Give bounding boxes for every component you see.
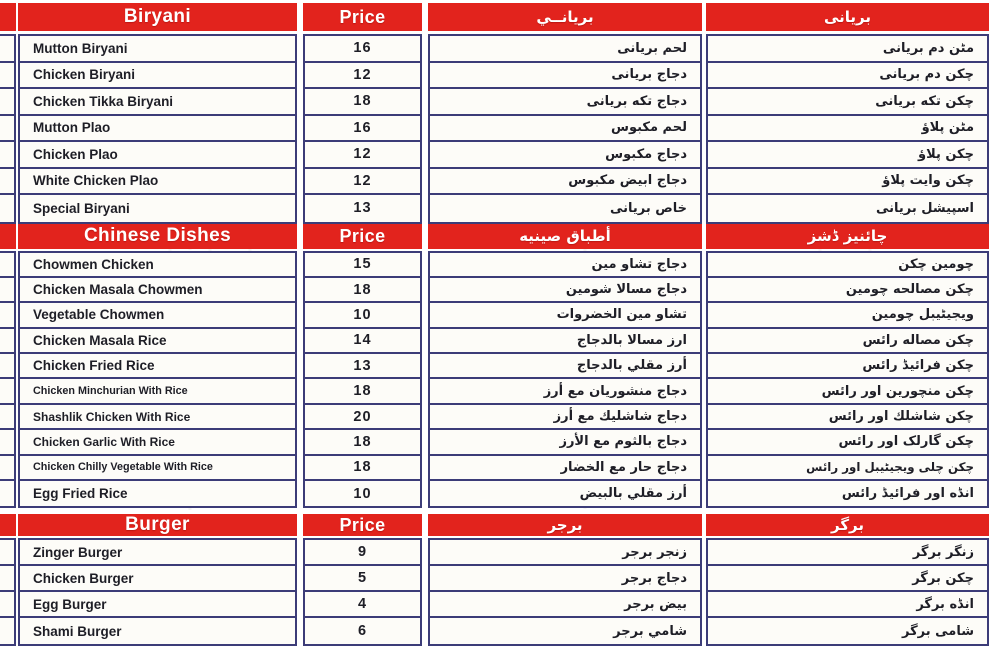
menu-cell-ur: چکن وایت پلاؤ	[708, 169, 987, 196]
menu-cell-ar: بيض برجر	[430, 592, 700, 618]
menu-cell-en: Chicken Tikka Biryani	[20, 89, 295, 116]
menu-cell-ar: أرز مقلي بالدجاج	[430, 354, 700, 379]
menu-cell-ar: أرز مقلي بالبيض	[430, 481, 700, 506]
cropped-row	[0, 618, 14, 644]
section-body	[303, 34, 422, 224]
menu-cell-en: Chicken Minchurian With Rice	[20, 379, 295, 404]
section-header-en-1: Chinese Dishes	[18, 224, 297, 249]
section-header-ar-2: برجر	[428, 514, 702, 536]
cropped-row	[0, 405, 14, 430]
menu-cell-ur: چکن مصالحه چومین	[708, 278, 987, 303]
cropped-row	[0, 303, 14, 328]
menu-cell-price: 16	[305, 116, 420, 143]
menu-cell-ar: تشاو مين الخضروات	[430, 303, 700, 328]
menu-cell-en: Chicken Garlic With Rice	[20, 430, 295, 455]
section-body	[303, 538, 422, 646]
cropped-row	[0, 540, 14, 566]
menu-cell-en: Zinger Burger	[20, 540, 295, 566]
menu-cell-en: Chicken Burger	[20, 566, 295, 592]
cropped-row	[0, 566, 14, 592]
menu-cell-ar: شامي برجر	[430, 618, 700, 644]
menu-cell-en: Chicken Chilly Vegetable With Rice	[20, 456, 295, 481]
menu-cell-price: 18	[305, 430, 420, 455]
menu-cell-ur: انڈه برگر	[708, 592, 987, 618]
section-body	[706, 34, 989, 224]
menu-cell-ar: لحم مكبوس	[430, 116, 700, 143]
cropped-row	[0, 63, 14, 90]
menu-cell-en: Egg Fried Rice	[20, 481, 295, 506]
section-body	[0, 538, 16, 646]
menu-cell-en: Vegetable Chowmen	[20, 303, 295, 328]
section-header-ar-1: أطباق صينيه	[428, 224, 702, 249]
menu-cell-en: Mutton Biryani	[20, 36, 295, 63]
menu-cell-ur: اسپیشل بریانی	[708, 195, 987, 222]
menu-cell-ur: چکن برگر	[708, 566, 987, 592]
menu-cell-price: 5	[305, 566, 420, 592]
cropped-row	[0, 278, 14, 303]
menu-cell-en: White Chicken Plao	[20, 169, 295, 196]
menu-cell-price: 10	[305, 481, 420, 506]
column-arabic-names	[428, 3, 702, 646]
section-body	[706, 538, 989, 646]
menu-cell-en: Mutton Plao	[20, 116, 295, 143]
menu-cell-price: 4	[305, 592, 420, 618]
column-prices	[303, 3, 422, 646]
cropped-row	[0, 36, 14, 63]
menu-cell-ar: دجاج بالثوم مع الأرز	[430, 430, 700, 455]
cropped-section-header	[0, 3, 16, 31]
section-header-en-2: Burger	[18, 514, 297, 536]
cropped-row	[0, 430, 14, 455]
section-body	[303, 251, 422, 509]
section-body	[428, 34, 702, 224]
menu-cell-ar: دجاج ابيض مكبوس	[430, 169, 700, 196]
menu-cell-ar: خاص بريانى	[430, 195, 700, 222]
menu-cell-en: Egg Burger	[20, 592, 295, 618]
menu-cell-price: 13	[305, 195, 420, 222]
menu-cell-ur: چکن پلاؤ	[708, 142, 987, 169]
menu-cell-ur: چکن چلی ویجیٹیبل اور رائس	[708, 456, 987, 481]
menu-cell-price: 18	[305, 89, 420, 116]
section-header-price-1: Price	[303, 224, 422, 249]
menu-cell-ar: لحم بريانى	[430, 36, 700, 63]
section-header-ar-0: بريانــي	[428, 3, 702, 31]
menu-cell-price: 9	[305, 540, 420, 566]
menu-cell-ar: دجاج حار مع الخضار	[430, 456, 700, 481]
menu-cell-ar: دجاج تكه بريانى	[430, 89, 700, 116]
cropped-row	[0, 329, 14, 354]
column-urdu-names	[706, 3, 989, 646]
menu-cell-ur: انڈه اور فرائیڈ رائس	[708, 481, 987, 506]
section-header-en-0: Biryani	[18, 3, 297, 31]
section-header-price-2: Price	[303, 514, 422, 536]
menu-cell-price: 20	[305, 405, 420, 430]
menu-cell-ar: دجاج مكبوس	[430, 142, 700, 169]
menu-cell-ur: چکن مصاله رائس	[708, 329, 987, 354]
cropped-edge-column	[0, 3, 16, 646]
menu-cell-en: Chicken Plao	[20, 142, 295, 169]
cropped-section-header	[0, 224, 16, 249]
column-english-names	[18, 3, 297, 646]
cropped-row	[0, 456, 14, 481]
menu-cell-ur: زنگر برگر	[708, 540, 987, 566]
menu-cell-price: 15	[305, 253, 420, 278]
cropped-row	[0, 253, 14, 278]
menu-cell-price: 16	[305, 36, 420, 63]
menu-cell-ur: چکن تکه بریانی	[708, 89, 987, 116]
menu-cell-ur: ویجیٹیبل چومین	[708, 303, 987, 328]
menu-cell-en: Chicken Fried Rice	[20, 354, 295, 379]
section-header-ur-1: چائنیز ڈشز	[706, 224, 989, 249]
cropped-row	[0, 89, 14, 116]
section-body	[706, 251, 989, 509]
menu-cell-ur: چکن فرائیڈ رائس	[708, 354, 987, 379]
menu-cell-price: 10	[305, 303, 420, 328]
menu-cell-price: 18	[305, 456, 420, 481]
cropped-row	[0, 354, 14, 379]
menu-cell-ar: ارز مسالا بالدجاج	[430, 329, 700, 354]
menu-cell-price: 6	[305, 618, 420, 644]
section-body	[428, 538, 702, 646]
menu-cell-en: Shashlik Chicken With Rice	[20, 405, 295, 430]
menu-cell-ar: دجاج تشاو مين	[430, 253, 700, 278]
menu-cell-ur: چکن منچورین اور رائس	[708, 379, 987, 404]
menu-cell-ur: مٹن پلاؤ	[708, 116, 987, 143]
menu-cell-ur: چومین چکن	[708, 253, 987, 278]
menu-cell-en: Special Biryani	[20, 195, 295, 222]
menu-cell-price: 18	[305, 379, 420, 404]
section-body	[18, 538, 297, 646]
menu-cell-en: Chowmen Chicken	[20, 253, 295, 278]
menu-cell-ur: چکن دم بریانی	[708, 63, 987, 90]
section-header-ur-2: برگر	[706, 514, 989, 536]
cropped-section-header	[0, 514, 16, 536]
menu-cell-price: 12	[305, 169, 420, 196]
cropped-row	[0, 195, 14, 222]
menu-cell-price: 14	[305, 329, 420, 354]
section-body	[18, 251, 297, 509]
menu-cell-ar: دجاج برجر	[430, 566, 700, 592]
menu-cell-en: Chicken Masala Chowmen	[20, 278, 295, 303]
menu-cell-price: 13	[305, 354, 420, 379]
cropped-row	[0, 379, 14, 404]
menu-cell-ar: زنجر برجر	[430, 540, 700, 566]
section-body	[0, 34, 16, 224]
cropped-row	[0, 116, 14, 143]
menu-cell-en: Chicken Biryani	[20, 63, 295, 90]
section-body	[428, 251, 702, 509]
menu-cell-ur: چکن شاشلك اور رائس	[708, 405, 987, 430]
cropped-row	[0, 169, 14, 196]
menu-cell-price: 12	[305, 142, 420, 169]
section-header-price-0: Price	[303, 3, 422, 31]
menu-cell-ur: مٹن دم بریانی	[708, 36, 987, 63]
section-body	[18, 34, 297, 224]
menu-cell-ar: دجاج بريانى	[430, 63, 700, 90]
section-body	[0, 251, 16, 509]
cropped-row	[0, 592, 14, 618]
section-header-ur-0: بریانی	[706, 3, 989, 31]
menu-cell-ar: دجاج مسالا شومين	[430, 278, 700, 303]
menu-cell-ur: چکن گارلک اور رائس	[708, 430, 987, 455]
cropped-row	[0, 142, 14, 169]
menu-cell-en: Shami Burger	[20, 618, 295, 644]
menu-cell-ur: شامی برگر	[708, 618, 987, 644]
menu-cell-price: 12	[305, 63, 420, 90]
menu-cell-ar: دجاج منشوريان مع أرز	[430, 379, 700, 404]
cropped-row	[0, 481, 14, 506]
menu-cell-ar: دجاج شاشليك مع أرز	[430, 405, 700, 430]
menu-cell-price: 18	[305, 278, 420, 303]
menu-cell-en: Chicken Masala Rice	[20, 329, 295, 354]
